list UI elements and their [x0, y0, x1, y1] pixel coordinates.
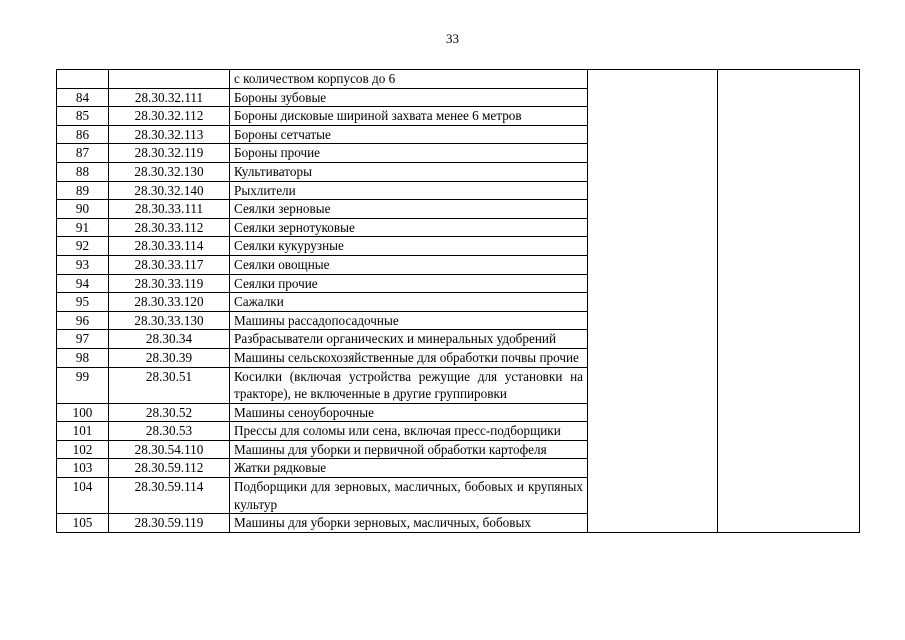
row-number-cell: 93 — [57, 255, 109, 274]
row-number-cell: 97 — [57, 330, 109, 349]
row-number-cell: 98 — [57, 348, 109, 367]
okpd-code-cell: 28.30.39 — [109, 348, 230, 367]
product-name-cell: Культиваторы — [230, 162, 588, 181]
okpd-code-cell: 28.30.32.130 — [109, 162, 230, 181]
product-name-cell: Бороны дисковые шириной захвата менее 6 метров — [230, 107, 588, 126]
row-number-cell: 88 — [57, 162, 109, 181]
product-name-cell: Сеялки кукурузные — [230, 237, 588, 256]
table-body — [57, 70, 860, 533]
product-name-cell: Сеялки прочие — [230, 274, 588, 293]
row-number-cell: 91 — [57, 218, 109, 237]
okpd-code-cell: 28.30.33.130 — [109, 311, 230, 330]
page-number: 33 — [446, 31, 459, 46]
okpd-code-cell: 28.30.33.117 — [109, 255, 230, 274]
product-name-cell: Жатки рядковые — [230, 459, 588, 478]
product-name-cell: Бороны зубовые — [230, 88, 588, 107]
product-name-cell: Машины сельскохозяйственные для обработки почвы прочие — [230, 348, 588, 367]
okpd-code-cell: 28.30.33.111 — [109, 200, 230, 219]
okpd-code-cell: 28.30.34 — [109, 330, 230, 349]
product-name-cell: с количеством корпусов до 6 — [230, 70, 588, 89]
product-name-cell: Прессы для соломы или сена, включая пресс-подборщики — [230, 422, 588, 441]
okpd-code-cell: 28.30.32.113 — [109, 125, 230, 144]
okpd-code-cell: 28.30.32.119 — [109, 144, 230, 163]
okpd-code-cell: 28.30.33.112 — [109, 218, 230, 237]
product-name-cell: Подборщики для зерновых, масличных, бобовых и крупяных культур — [230, 478, 588, 514]
empty-column-5 — [718, 70, 860, 533]
row-number-cell: 86 — [57, 125, 109, 144]
row-number-cell: 102 — [57, 440, 109, 459]
okpd-code-cell: 28.30.52 — [109, 403, 230, 422]
row-number-cell: 89 — [57, 181, 109, 200]
okpd-code-cell: 28.30.32.111 — [109, 88, 230, 107]
okpd-code-cell: 28.30.59.119 — [109, 514, 230, 533]
row-number-cell: 95 — [57, 293, 109, 312]
product-name-cell: Сажалки — [230, 293, 588, 312]
row-number-cell: 90 — [57, 200, 109, 219]
product-name-cell: Косилки (включая устройства режущие для установки на тракторе), не включенные в другие группировки — [230, 367, 588, 403]
okpd-code-cell: 28.30.51 — [109, 367, 230, 403]
okpd-code-cell: 28.30.59.112 — [109, 459, 230, 478]
document-table — [56, 69, 860, 533]
row-number-cell: 94 — [57, 274, 109, 293]
row-number-cell: 87 — [57, 144, 109, 163]
okpd-code-cell: 28.30.33.120 — [109, 293, 230, 312]
product-name-cell: Машины для уборки и первичной обработки картофеля — [230, 440, 588, 459]
okpd-code-cell: 28.30.33.114 — [109, 237, 230, 256]
row-number-cell: 85 — [57, 107, 109, 126]
product-name-cell: Машины рассадопосадочные — [230, 311, 588, 330]
okpd-code-cell — [109, 70, 230, 89]
okpd-code-cell: 28.30.33.119 — [109, 274, 230, 293]
product-name-cell: Бороны сетчатые — [230, 125, 588, 144]
product-name-cell: Сеялки зерновые — [230, 200, 588, 219]
okpd-code-cell: 28.30.54.110 — [109, 440, 230, 459]
okpd-code-cell: 28.30.59.114 — [109, 478, 230, 514]
row-number-cell: 84 — [57, 88, 109, 107]
row-number-cell: 99 — [57, 367, 109, 403]
product-name-cell: Сеялки овощные — [230, 255, 588, 274]
row-number-cell: 101 — [57, 422, 109, 441]
okpd-code-cell: 28.30.32.112 — [109, 107, 230, 126]
okpd-code-cell: 28.30.53 — [109, 422, 230, 441]
product-name-cell: Разбрасыватели органических и минеральных удобрений — [230, 330, 588, 349]
document-table-wrapper — [56, 69, 860, 533]
empty-column-4 — [588, 70, 718, 533]
row-number-cell: 105 — [57, 514, 109, 533]
product-name-cell: Рыхлители — [230, 181, 588, 200]
product-name-cell: Бороны прочие — [230, 144, 588, 163]
row-number-cell: 96 — [57, 311, 109, 330]
row-number-cell — [57, 70, 109, 89]
row-number-cell: 100 — [57, 403, 109, 422]
product-name-cell: Сеялки зернотуковые — [230, 218, 588, 237]
table-row — [57, 70, 860, 89]
product-name-cell: Машины для уборки зерновых, масличных, бобовых — [230, 514, 588, 533]
product-name-cell: Машины сеноуборочные — [230, 403, 588, 422]
row-number-cell: 104 — [57, 478, 109, 514]
row-number-cell: 103 — [57, 459, 109, 478]
row-number-cell: 92 — [57, 237, 109, 256]
okpd-code-cell: 28.30.32.140 — [109, 181, 230, 200]
